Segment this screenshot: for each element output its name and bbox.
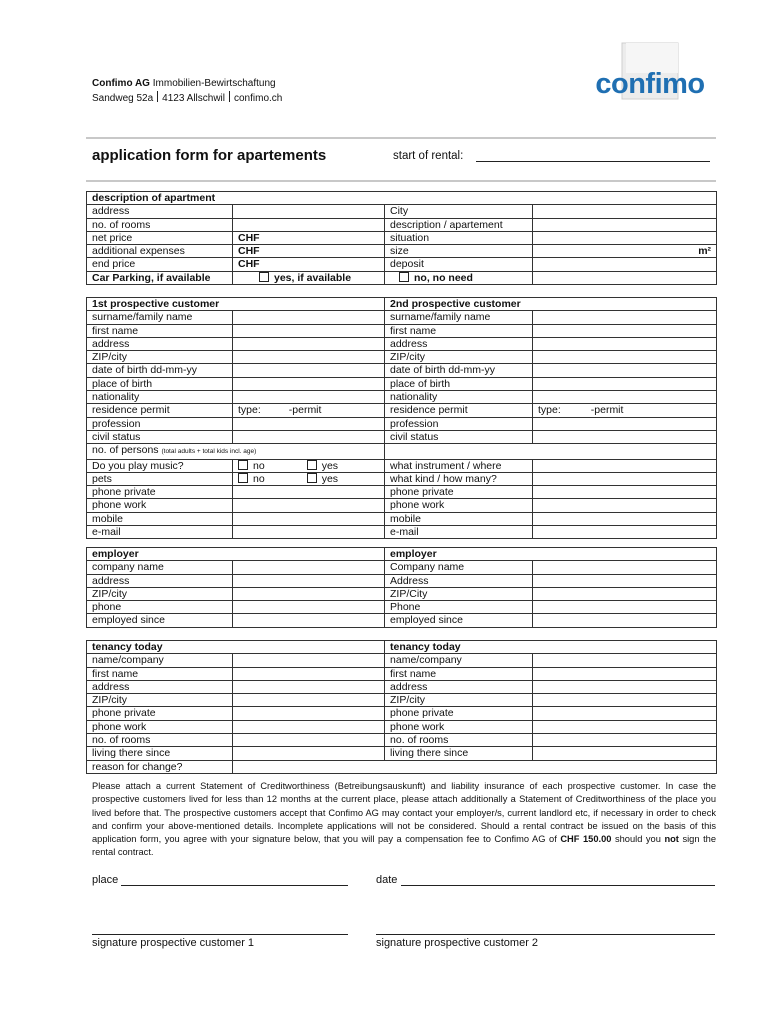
input-field[interactable] [233,720,385,733]
input-field[interactable] [233,377,385,390]
input-field[interactable] [533,512,717,525]
notice-text-3: sign the rental contract. [92,834,716,858]
input-field[interactable] [233,707,385,720]
employer-table [86,547,717,628]
input-field[interactable] [233,694,385,707]
persons-label [87,444,385,459]
checkbox-icon[interactable] [259,272,269,282]
row-label: ZIP/City [385,587,533,600]
row-label: employed since [385,614,533,627]
row-label: phone work [385,720,533,733]
confimo-logo [582,42,718,112]
notice-paragraph [92,780,716,860]
input-field[interactable] [233,486,385,499]
input-field[interactable] [233,734,385,747]
input-field[interactable] [533,587,717,600]
customers-table [86,297,717,539]
row-label: living there since [385,747,533,760]
input-field[interactable] [233,760,717,773]
apartment-table [86,191,717,285]
row-label: Do you play music? [87,459,233,472]
notice-text-2: should you [614,834,661,845]
notice-text: Please attach a current Statement of Creditworthiness (Betreibungsauskunft) and liability insurance of each prospective customer. In case the prospective customers lived for less than 12 months at the current place, please attach additionally a Statement of Creditworthiness of the place you lived before that. The prospective customers accept that Confimo AG may contact your employer/s, current landlord etc, if necessary in order to check and confirm your above-mentioned details. Incomplete applications will not be considered. Should a rental contract be issued on the basis of this application form, you agree with your signature below, that you will pay a compensation fee to Confimo AG of [92,781,716,845]
parking-no-label: no, no need [414,271,473,284]
chf-field[interactable]: CHF [233,258,385,271]
input-field[interactable] [533,430,717,443]
row-label: phone work [87,499,233,512]
row-label: pets [87,472,233,485]
input-field[interactable] [233,311,385,324]
parking-yes-label: yes, if available [274,271,352,284]
customer2-heading: 2nd prospective customer [385,298,717,311]
row-label: phone private [385,486,533,499]
input-field[interactable] [233,587,385,600]
permit-suffix: -permit [590,404,624,417]
input-field[interactable] [233,417,385,430]
input-field[interactable] [533,205,717,218]
row-label: no. of rooms [87,218,233,231]
row-label: date of birth dd-mm-yy [385,364,533,377]
input-field[interactable] [533,720,717,733]
row-label: address [87,337,233,350]
input-field[interactable] [233,614,385,627]
option-no-label: no [253,459,265,472]
row-label: address [87,205,233,218]
row-label: phone work [385,499,533,512]
input-field[interactable] [233,512,385,525]
row-label: additional expenses [87,245,233,258]
row-label: situation [385,231,533,244]
company-web: confimo.ch [233,93,283,104]
row-label: nationality [87,391,233,404]
input-field[interactable] [533,667,717,680]
input-field[interactable] [533,707,717,720]
row-label: no. of rooms [87,734,233,747]
checkbox-icon[interactable] [307,473,317,483]
place-field[interactable] [121,885,348,886]
input-field[interactable] [233,324,385,337]
input-field[interactable] [533,680,717,693]
employer1-heading: employer [87,548,385,561]
row-label: deposit [385,258,533,271]
row-label: first name [87,324,233,337]
pets-options [233,472,385,485]
input-field[interactable] [233,205,385,218]
row-label: employed since [87,614,233,627]
permit-field[interactable] [233,404,385,417]
input-field[interactable] [533,499,717,512]
header-divider [86,137,716,139]
tenancy-table [86,640,717,774]
row-label: ZIP/city [385,351,533,364]
row-label: e-mail [385,526,533,539]
input-field[interactable] [233,391,385,404]
row-label: ZIP/city [87,587,233,600]
permit-field[interactable] [533,404,717,417]
row-label: mobile [385,512,533,525]
input-field[interactable] [533,231,717,244]
chf-field[interactable]: CHF [233,231,385,244]
employer2-heading: employer [385,548,717,561]
row-label: phone private [385,707,533,720]
row-label: mobile [87,512,233,525]
row-label: what instrument / where [385,459,533,472]
row-label: surname/family name [385,311,533,324]
input-field[interactable] [533,311,717,324]
row-label: company name [87,561,233,574]
input-field[interactable] [233,574,385,587]
checkbox-icon[interactable] [238,460,248,470]
row-label: residence permit [385,404,533,417]
row-label: Company name [385,561,533,574]
input-field[interactable] [533,526,717,539]
row-label: name/company [385,654,533,667]
company-street: Sandweg 52a [92,93,154,104]
row-label: end price [87,258,233,271]
company-address-block [92,77,282,106]
input-field[interactable] [533,324,717,337]
input-field[interactable] [233,364,385,377]
input-field[interactable] [533,694,717,707]
row-label: size [385,245,533,258]
signature2-label: signature prospective customer 2 [376,937,539,949]
input-field[interactable] [233,601,385,614]
music-options [233,459,385,472]
input-field[interactable] [533,377,717,390]
checkbox-icon[interactable] [307,460,317,470]
page-title: application form for apartements [92,147,327,164]
input-field[interactable] [533,459,717,472]
input-field[interactable] [233,337,385,350]
input-field[interactable] [233,351,385,364]
row-label: description / apartement [385,218,533,231]
row-label: Address [385,574,533,587]
row-label: address [385,680,533,693]
input-field[interactable] [533,601,717,614]
input-field[interactable] [533,364,717,377]
row-label: no. of rooms [385,734,533,747]
input-field[interactable] [233,680,385,693]
company-name: Confimo AG [92,78,150,89]
input-field[interactable] [533,734,717,747]
row-label: name/company [87,654,233,667]
size-field[interactable]: m² [533,245,717,258]
date-label: date [376,874,398,886]
input-field[interactable] [233,667,385,680]
row-label: first name [385,667,533,680]
chf-field[interactable]: CHF [233,245,385,258]
row-label: ZIP/city [87,694,233,707]
row-label: first name [385,324,533,337]
signature2-field[interactable] [376,934,715,935]
tenancy1-heading: tenancy today [87,641,385,654]
input-field[interactable] [533,654,717,667]
permit-type-label: type: [538,404,561,417]
input-field[interactable] [533,472,717,485]
start-of-rental-label: start of rental: [393,150,464,162]
row-label: profession [385,417,533,430]
row-label: place of birth [87,377,233,390]
input-field[interactable] [233,654,385,667]
option-yes-label: yes [321,459,339,472]
logo-text: confimo [595,68,705,100]
input-field[interactable] [533,218,717,231]
permit-type-label: type: [238,404,261,417]
input-field[interactable] [233,430,385,443]
start-of-rental-field[interactable] [476,161,710,162]
title-divider [86,180,716,182]
input-field [533,271,717,284]
parking-label: Car Parking, if available [87,271,233,284]
row-label: ZIP/city [87,351,233,364]
input-field[interactable] [233,499,385,512]
row-label: residence permit [87,404,233,417]
row-label: surname/family name [87,311,233,324]
company-city: 4123 Allschwil [162,93,225,104]
apartment-heading: description of apartment [87,192,717,205]
row-label: phone private [87,486,233,499]
row-label: phone [87,601,233,614]
input-field[interactable] [533,561,717,574]
row-label: first name [87,667,233,680]
checkbox-icon[interactable] [399,272,409,282]
input-field[interactable] [533,574,717,587]
input-field[interactable] [533,337,717,350]
company-subtitle: Immobilien-Bewirtschaftung [152,78,276,89]
row-label: phone work [87,720,233,733]
option-yes-label: yes [321,472,339,485]
input-field[interactable] [533,614,717,627]
input-field[interactable] [533,258,717,271]
permit-suffix: -permit [288,404,322,417]
persons-note: (total adults + total kids incl. age) [161,448,257,456]
customer1-heading: 1st prospective customer [87,298,385,311]
row-label: place of birth [385,377,533,390]
row-label: address [385,337,533,350]
input-field[interactable] [533,351,717,364]
row-label: civil status [87,430,233,443]
persons-text: no. of persons [92,444,159,457]
input-field[interactable] [533,391,717,404]
place-label: place [92,874,119,886]
row-label: what kind / how many? [385,472,533,485]
checkbox-icon[interactable] [238,473,248,483]
input-field[interactable] [385,444,717,459]
input-field[interactable] [233,747,385,760]
date-field[interactable] [401,885,715,886]
row-label: reason for change? [87,760,233,773]
row-label: net price [87,231,233,244]
row-label: profession [87,417,233,430]
input-field[interactable] [533,486,717,499]
notice-fee: CHF 150.00 [560,834,612,845]
row-label: ZIP/city [385,694,533,707]
signature1-field[interactable] [92,934,348,935]
option-no-label: no [253,472,265,485]
row-label: nationality [385,391,533,404]
notice-not: not [664,834,679,845]
row-label: e-mail [87,526,233,539]
row-label: address [87,680,233,693]
row-label: City [385,205,533,218]
row-label: date of birth dd-mm-yy [87,364,233,377]
signature1-label: signature prospective customer 1 [92,937,255,949]
row-label: phone private [87,707,233,720]
input-field[interactable] [233,526,385,539]
row-label: civil status [385,430,533,443]
row-label: living there since [87,747,233,760]
input-field[interactable] [233,561,385,574]
parking-yes-option[interactable] [233,271,385,284]
input-field[interactable] [533,417,717,430]
input-field[interactable] [233,218,385,231]
parking-no-option[interactable] [385,271,533,284]
row-label: Phone [385,601,533,614]
row-label: address [87,574,233,587]
input-field[interactable] [533,747,717,760]
tenancy2-heading: tenancy today [385,641,717,654]
